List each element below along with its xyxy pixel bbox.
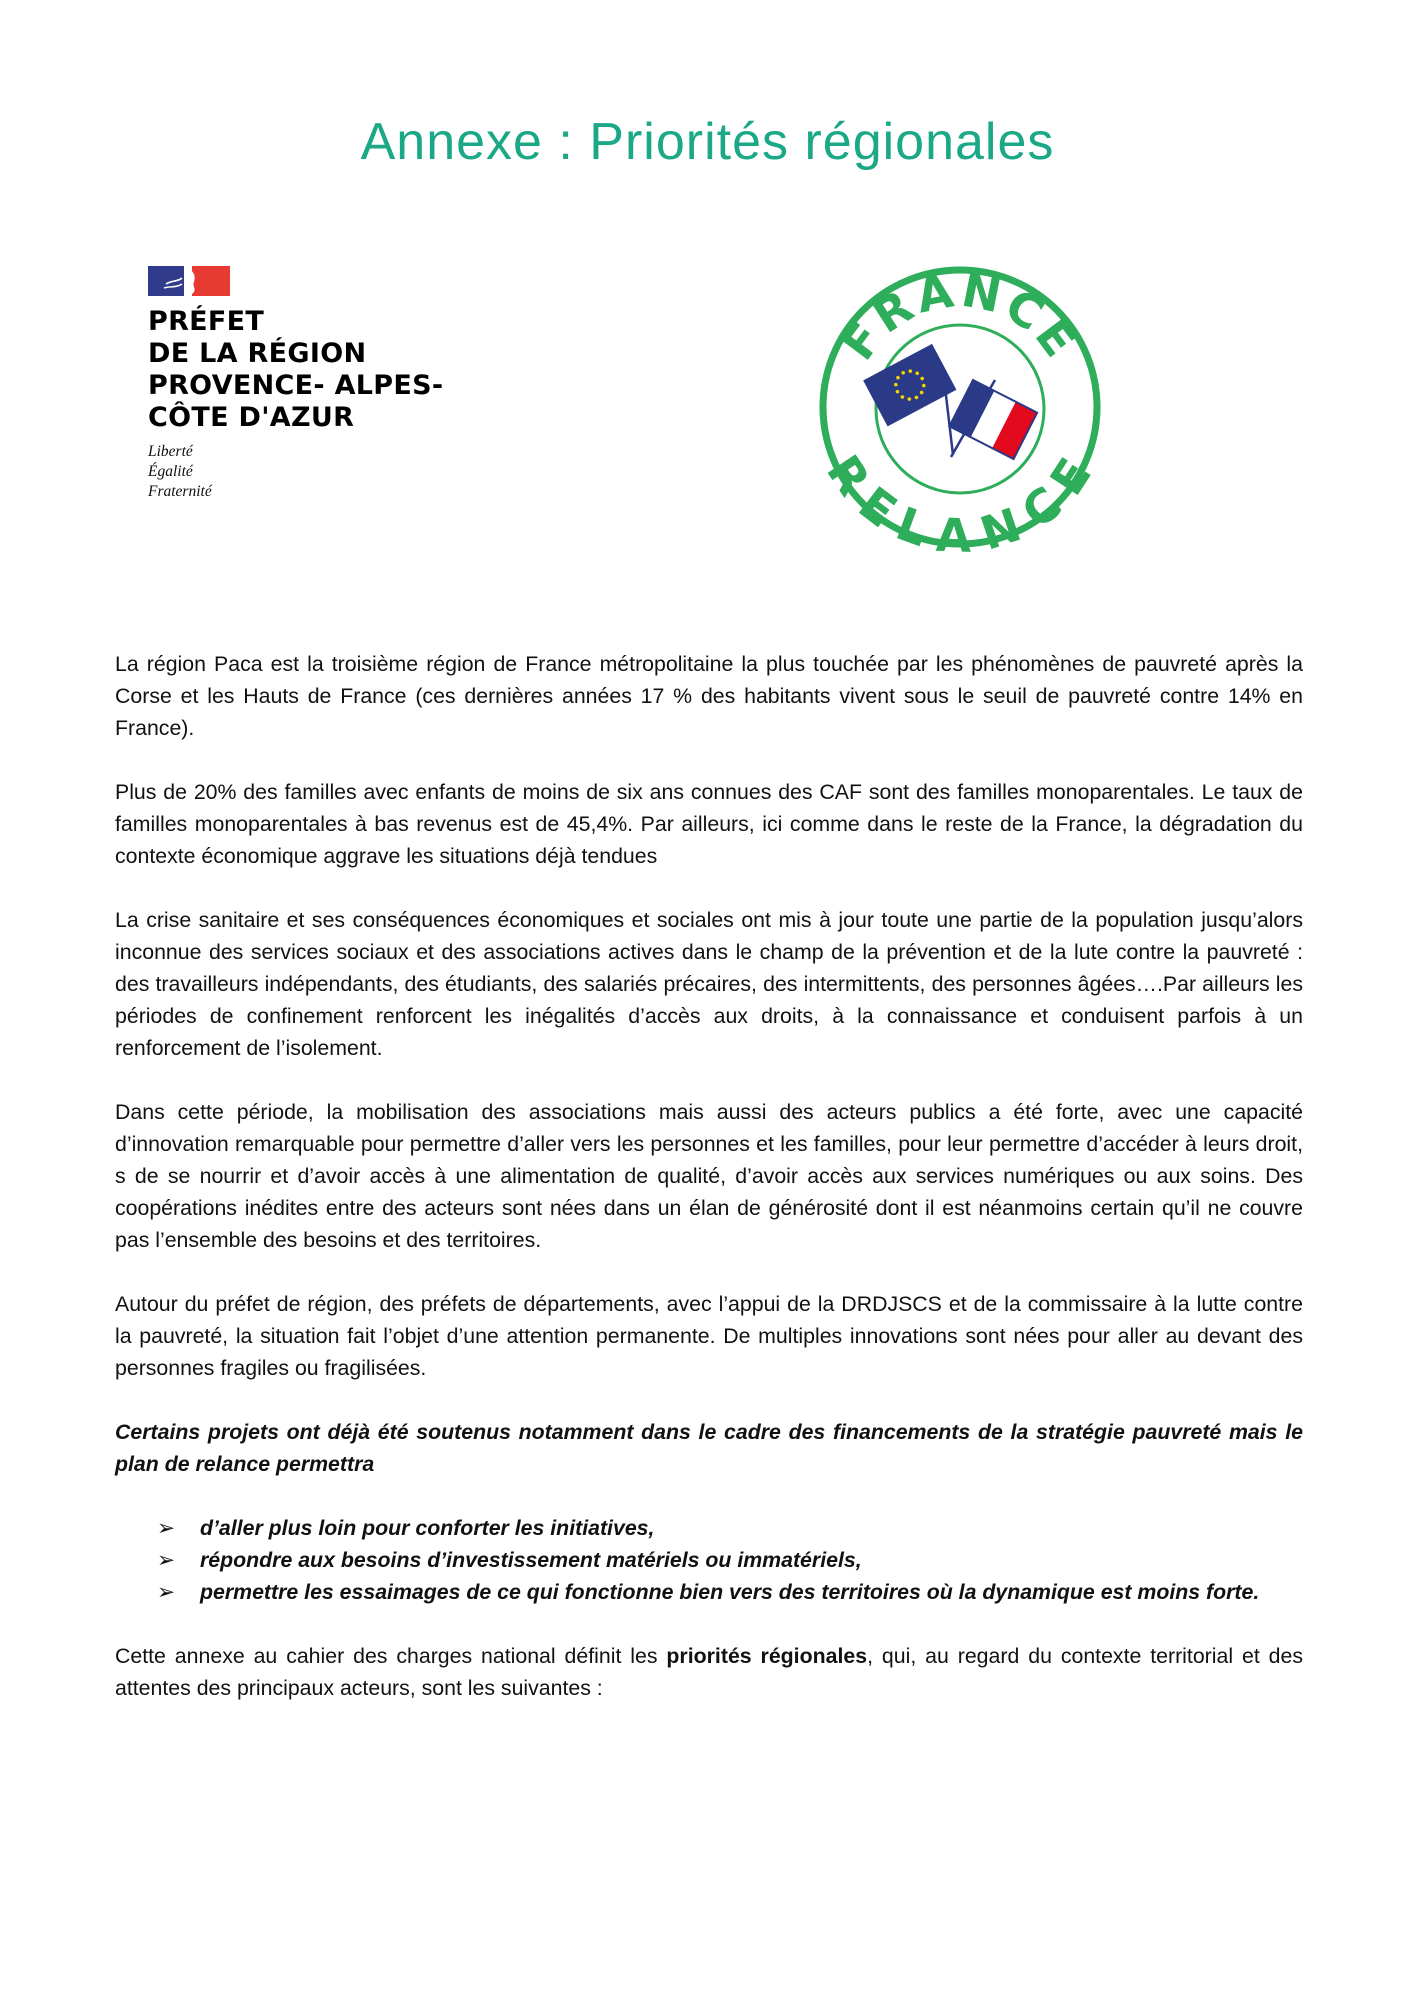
prefet-region-name <box>148 306 468 434</box>
paragraph-relance-plan: Certains projets ont déjà été soutenus notamment dans le cadre des financements de la stratégie pauvreté mais le plan de relance permettra <box>115 1420 1303 1476</box>
list-item-text: d’aller plus loin pour conforter les initiatives, <box>200 1516 655 1540</box>
closing-text-start: Cette annexe au cahier des charges national définit les <box>115 1644 667 1668</box>
arrow-bullet-icon: ➢ <box>157 1548 175 1572</box>
regional-priorities-emphasis: priorités régionales <box>666 1644 868 1668</box>
france-text: FRANCE <box>830 262 1090 370</box>
french-flag-icon <box>949 380 1037 459</box>
prefet-logo <box>148 266 468 502</box>
motto-fraternite: Fraternité <box>148 483 212 500</box>
motto-liberte: Liberté <box>148 443 193 460</box>
document-body <box>115 648 1303 1704</box>
arrow-bullet-icon: ➢ <box>157 1516 175 1540</box>
page-title: Annexe : Priorités régionales <box>360 113 1055 171</box>
relance-goals-list <box>115 1512 1303 1608</box>
paragraph-mobilisation: Dans cette période, la mobilisation des associations mais aussi des acteurs publics a été forte, avec une capacité d’innovation remarquable pour permettre d’aller vers les personnes et les familles, pour leur permettre d’accéder à leurs droit, s de se nourrir et d’avoir accès à une alimentation de qualité, d’avoir accès aux services numériques ou aux soins. Des coopérations inédites entre des acteurs sont nées dans un élan de générosité dont il est néanmoins certain qu’il ne couvre pas l’ensemble des besoins et des territoires. <box>115 1100 1303 1252</box>
paragraph-regional-priorities <box>115 1640 1303 1704</box>
closing-text-end: , qui, au regard du contexte territorial et des attentes des principaux acteurs, sont les suivantes : <box>115 1644 1303 1700</box>
prefet-line: DE LA RÉGION <box>148 338 367 369</box>
list-item <box>157 1544 1303 1576</box>
paragraph-prefect-attention: Autour du préfet de région, des préfets de départements, avec l’appui de la DRDJSCS et de la commissaire à la lutte contre la pauvreté, la situation fait l’objet d’une attention permanente. De multiples innovations sont nées pour aller au devant des personnes fragiles ou fragilisées. <box>115 1292 1303 1380</box>
paragraph-single-parent-families: Plus de 20% des familles avec enfants de moins de six ans connues des CAF sont des familles monoparentales. Le taux de familles monoparentales à bas revenus est de 45,4%. Par ailleurs, ici comme dans le reste de la France, la dégradation du contexte économique aggrave les situations déjà tendues <box>115 780 1303 868</box>
republic-motto <box>148 442 468 502</box>
relance-text: RELANCE <box>816 445 1105 552</box>
marianne-flag-icon <box>148 266 230 296</box>
prefet-line: PRÉFET <box>148 306 265 337</box>
list-item-text: répondre aux besoins d’investissement matériels ou immatériels, <box>200 1548 862 1572</box>
arrow-bullet-icon: ➢ <box>157 1580 175 1604</box>
france-relance-logo <box>815 262 1105 552</box>
prefet-line: CÔTE D'AZUR <box>148 402 355 433</box>
paragraph-health-crisis: La crise sanitaire et ses conséquences économiques et sociales ont mis à jour toute une partie de la population jusqu’alors inconnue des services sociaux et des associations actives dans le champ de la prévention et de la lute contre la pauvreté : des travailleurs indépendants, des étudiants, des salariés précaires, des intermittents, des personnes âgées….Par ailleurs les périodes de confinement renforcent les inégalités d’accès aux droits, à la connaissance et conduisent parfois à un renforcement de l’isolement. <box>115 908 1303 1060</box>
list-item <box>157 1576 1303 1608</box>
motto-egalite: Égalité <box>148 463 193 480</box>
list-item <box>157 1512 1303 1544</box>
list-item-text: permettre les essaimages de ce qui fonctionne bien vers des territoires où la dynamique est moins forte. <box>200 1580 1260 1604</box>
prefet-line: PROVENCE- ALPES- <box>148 370 444 401</box>
paragraph-poverty-stats: La région Paca est la troisième région de France métropolitaine la plus touchée par les phénomènes de pauvreté après la Corse et les Hauts de France (ces dernières années 17 % des habitants vivent sous le seuil de pauvreté contre 14% en France). <box>115 652 1303 740</box>
